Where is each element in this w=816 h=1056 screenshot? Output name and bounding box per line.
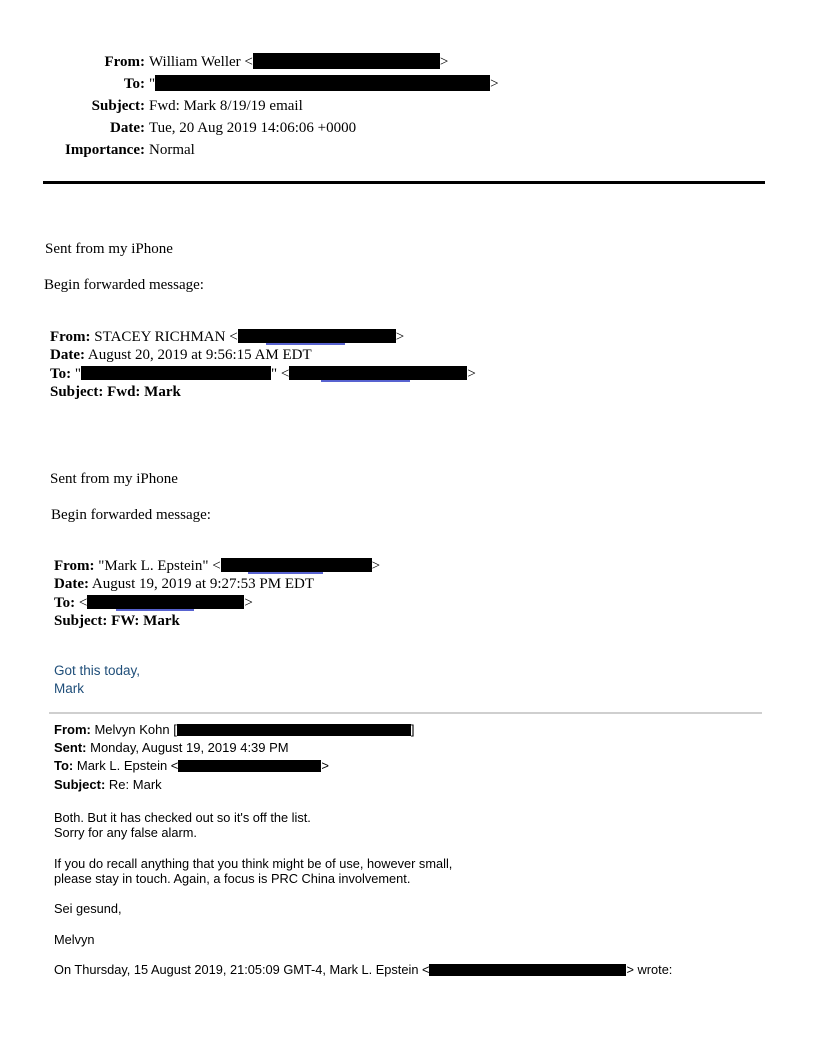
to-label: To: (54, 758, 74, 774)
fwd1-from-row (50, 328, 476, 346)
body-line: please stay in touch. Again, a focus is PRC China involvement. (54, 870, 411, 886)
quote-pre-text: On Thursday, 15 August 2019, 21:05:09 GMT-4, Mark L. Epstein < (54, 961, 430, 977)
subject-label: Subject: (50, 384, 104, 401)
subject-label: Subject: (91, 98, 145, 114)
redaction-bar (155, 75, 490, 91)
reply-divider (49, 712, 762, 714)
fwd1-to-close: > (467, 365, 476, 382)
forwarded-header-1 (50, 328, 476, 402)
body-line (54, 840, 774, 855)
begin-forwarded-2: Begin forwarded message: (51, 507, 211, 523)
date-label: Date: (110, 120, 145, 136)
fwd2-to-close: > (244, 594, 253, 611)
fwd1-date-value: August 20, 2019 at 9:56:15 AM EDT (87, 347, 312, 364)
to-open-quote: " (149, 76, 156, 92)
to-label: To: (54, 594, 76, 611)
redaction-bar (221, 558, 372, 572)
redaction-bar (178, 760, 321, 772)
reply-sent-row (54, 739, 414, 757)
subject-label: Subject: (54, 776, 106, 792)
date-label: Date: (54, 576, 89, 593)
fwd2-date-value: August 19, 2019 at 9:27:53 PM EDT (91, 576, 315, 593)
signature-note (54, 662, 140, 698)
importance-label: Importance: (65, 142, 145, 158)
body-line: Sorry for any false alarm. (54, 825, 197, 841)
reply-from-name: Melvyn Kohn [ (94, 722, 177, 737)
fwd1-from-close: > (395, 329, 405, 345)
sent-from-iphone-2: Sent from my iPhone (50, 471, 178, 487)
sent-label: Sent: (54, 740, 87, 756)
to-label: To: (123, 76, 145, 92)
to-label: To: (50, 365, 72, 382)
from-value (149, 51, 780, 73)
signature-line-1: Got this today, (54, 663, 141, 678)
subject-label: Subject: (54, 613, 108, 630)
signature-line-2: Mark (54, 681, 84, 696)
reply-to-name: Mark L. Epstein < (76, 758, 179, 774)
forwarded-header-2 (54, 557, 380, 631)
redaction-bar (177, 724, 411, 736)
fwd1-subject-row (50, 383, 476, 401)
body-line: Melvyn (54, 931, 95, 947)
fwd1-to-quote: " (74, 365, 81, 382)
subject-value: Fwd: Mark 8/19/19 email (149, 98, 303, 114)
reply-header (54, 721, 414, 794)
fwd1-to-row (50, 365, 476, 383)
redaction-bar (238, 329, 396, 343)
reply-to-close: > (321, 758, 329, 774)
begin-forwarded-1: Begin forwarded message: (44, 277, 204, 293)
fwd2-to-row (54, 594, 380, 612)
fwd1-from-name: STACEY RICHMAN < (94, 329, 238, 345)
body-line: Both. But it has checked out so it's off the list. (54, 810, 311, 825)
reply-subject-value: Re: Mark (108, 776, 162, 792)
date-value: Tue, 20 Aug 2019 14:06:06 +0000 (149, 120, 357, 136)
redaction-bar (81, 366, 271, 380)
reply-sent-value: Monday, August 19, 2019 4:39 PM (90, 740, 289, 756)
quote-attribution-line (54, 962, 774, 977)
to-value (149, 73, 780, 95)
from-label: From: (50, 329, 91, 345)
header-separator-rule (43, 181, 765, 184)
body-line: If you do recall anything that you think might be of use, however small, (54, 855, 453, 871)
sent-from-iphone-1: Sent from my iPhone (45, 241, 173, 257)
fwd1-subject-value: Fwd: Mark (107, 384, 181, 401)
body-line (54, 886, 774, 901)
reply-subject-row (54, 776, 414, 794)
to-close-bracket: > (490, 76, 499, 92)
fwd2-from-close: > (371, 558, 381, 574)
message-body (54, 810, 774, 977)
fwd1-date-row (50, 346, 476, 364)
fwd2-from-row (54, 557, 380, 575)
body-line: Sei gesund, (54, 901, 122, 917)
importance-value: Normal (149, 142, 195, 158)
body-line (54, 916, 774, 931)
fwd1-to-mid: " < (271, 365, 290, 382)
fwd2-to-open: < (78, 594, 88, 611)
redaction-bar (429, 964, 626, 976)
quote-post-text: > wrote: (626, 961, 673, 977)
date-label: Date: (50, 347, 85, 364)
from-display-name: William Weller < (149, 54, 253, 70)
redaction-bar (253, 53, 440, 69)
email-header (40, 51, 780, 161)
reply-from-close: ] (410, 722, 415, 737)
from-label: From: (54, 558, 95, 574)
from-close-bracket: > (439, 54, 449, 70)
from-label: From: (104, 54, 145, 70)
fwd2-from-name: "Mark L. Epstein" < (98, 558, 221, 574)
reply-to-row (54, 757, 414, 775)
fwd2-date-row (54, 575, 380, 593)
fwd2-subject-row (54, 612, 380, 630)
redaction-bar (289, 366, 467, 380)
reply-from-row (54, 721, 414, 739)
fwd2-subject-value: FW: Mark (111, 613, 180, 630)
from-label: From: (54, 722, 91, 737)
redaction-bar (87, 595, 244, 609)
